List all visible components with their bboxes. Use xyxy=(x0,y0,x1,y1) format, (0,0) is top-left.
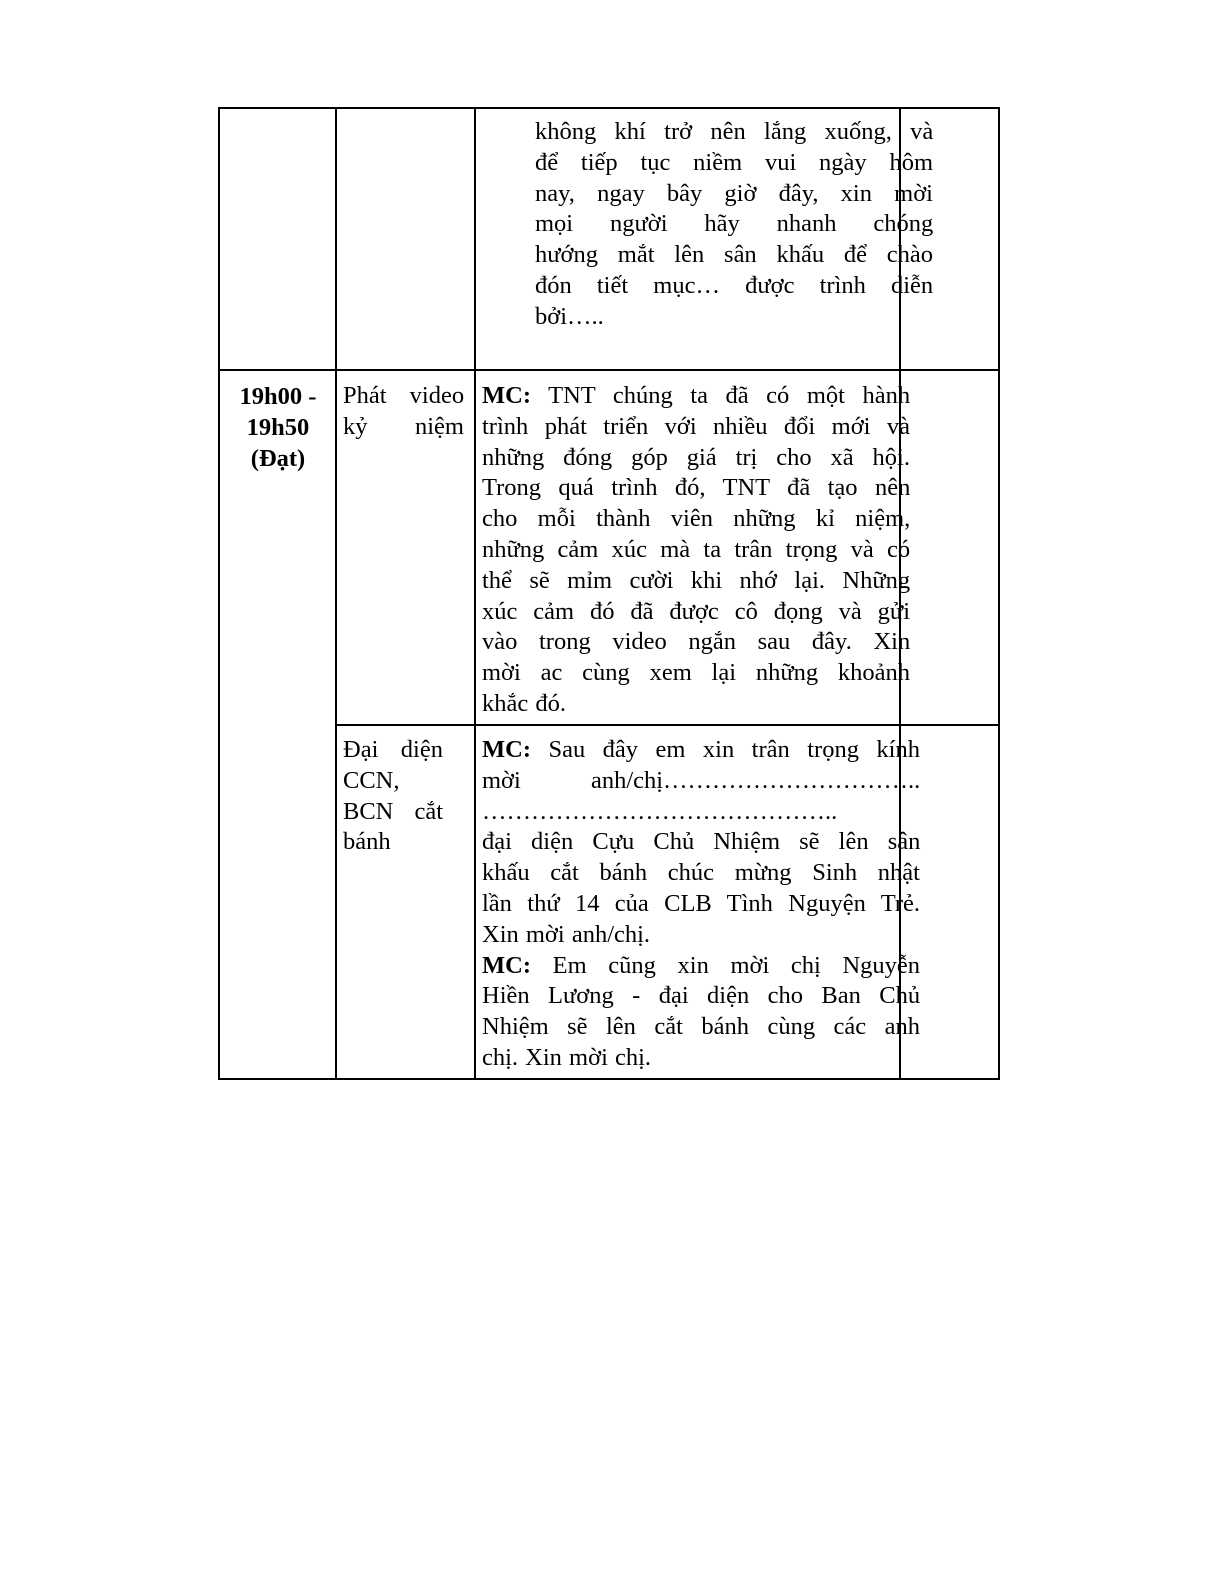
mc-label: MC: xyxy=(482,951,531,979)
row2-activity-cell xyxy=(343,381,464,443)
mc-label: MC: xyxy=(482,382,531,409)
column-divider-1 xyxy=(335,107,337,1080)
script-line: chị. Xin mời chị. xyxy=(482,1043,652,1071)
script-line: Nhiệm sẽ lên cắt bánh cùng các anh xyxy=(482,1013,920,1041)
activity-line: bánh xyxy=(343,828,391,856)
script-line: nay, ngay bây giờ đây, xin mời xyxy=(535,179,933,207)
row3-activity-cell xyxy=(343,735,443,858)
script-line: cho mỗi thành viên những kỉ niệm, xyxy=(482,505,911,533)
script-line: thể sẽ mỉm cười khi nhớ lại. Những xyxy=(482,566,911,594)
script-line: …………………………………….. xyxy=(482,797,838,825)
time-line: 19h50 xyxy=(246,414,310,441)
script-line: bởi….. xyxy=(535,302,604,330)
script-line xyxy=(482,951,920,982)
script-text: Sau đây em xin trân trọng kính xyxy=(548,736,920,763)
script-line: để tiếp tục niềm vui ngày hôm xyxy=(535,148,934,176)
script-line: những cảm xúc mà ta trân trọng và có xyxy=(482,535,911,563)
script-line: khắc đó. xyxy=(482,689,566,717)
script-line: Xin mời anh/chị. xyxy=(482,920,651,948)
activity-line: Đại diện xyxy=(343,736,443,763)
mc-label: MC: xyxy=(482,736,531,763)
script-line: Trong quá trình đó, TNT đã tạo nên xyxy=(482,474,911,502)
time-cell xyxy=(220,381,336,474)
script-line: xúc cảm đó đã được cô đọng và gửi xyxy=(482,597,910,625)
activity-line: CCN, xyxy=(343,766,400,794)
script-line: mọi người hãy nhanh chóng xyxy=(535,210,934,238)
column-divider-2 xyxy=(474,107,476,1080)
time-line: 19h00 - xyxy=(239,383,317,410)
script-text: TNT chúng ta đã có một hành xyxy=(548,382,911,409)
activity-line: kỷ niệm xyxy=(343,412,464,440)
activity-line: Phát video xyxy=(343,382,465,409)
row3-script-content xyxy=(482,735,920,1074)
script-line: không khí trở nên lắng xuống, và xyxy=(535,118,934,145)
row2-script-content xyxy=(482,381,910,720)
table-border-left xyxy=(218,107,220,1080)
script-line: Hiền Lương - đại diện cho Ban Chủ xyxy=(482,982,921,1010)
row1-script-content xyxy=(535,117,933,333)
script-line: những đóng góp giá trị cho xã hội. xyxy=(482,443,910,471)
script-line: vào trong video ngắn sau đây. Xin xyxy=(482,628,911,656)
presenter-name: (Đạt) xyxy=(250,445,306,472)
script-line xyxy=(482,381,910,412)
activity-line: BCN cắt xyxy=(343,797,444,825)
script-line: đón tiết mục… được trình diễn xyxy=(535,271,934,299)
script-line xyxy=(482,735,920,766)
script-line: mời anh/chị………………………….. xyxy=(482,766,921,794)
script-line: trình phát triển với nhiều đổi mới và xyxy=(482,412,910,440)
table-border-right xyxy=(998,107,1000,1080)
script-line: khấu cắt bánh chúc mừng Sinh nhật xyxy=(482,859,920,887)
script-line: đại diện Cựu Chủ Nhiệm sẽ lên sân xyxy=(482,828,921,856)
script-line: hướng mắt lên sân khấu để chào xyxy=(535,241,934,269)
script-line: mời ac cùng xem lại những khoảnh xyxy=(482,659,911,687)
script-text: Em cũng xin mời chị Nguyễn xyxy=(552,951,921,979)
script-line: lần thứ 14 của CLB Tình Nguyện Trẻ. xyxy=(482,889,920,917)
